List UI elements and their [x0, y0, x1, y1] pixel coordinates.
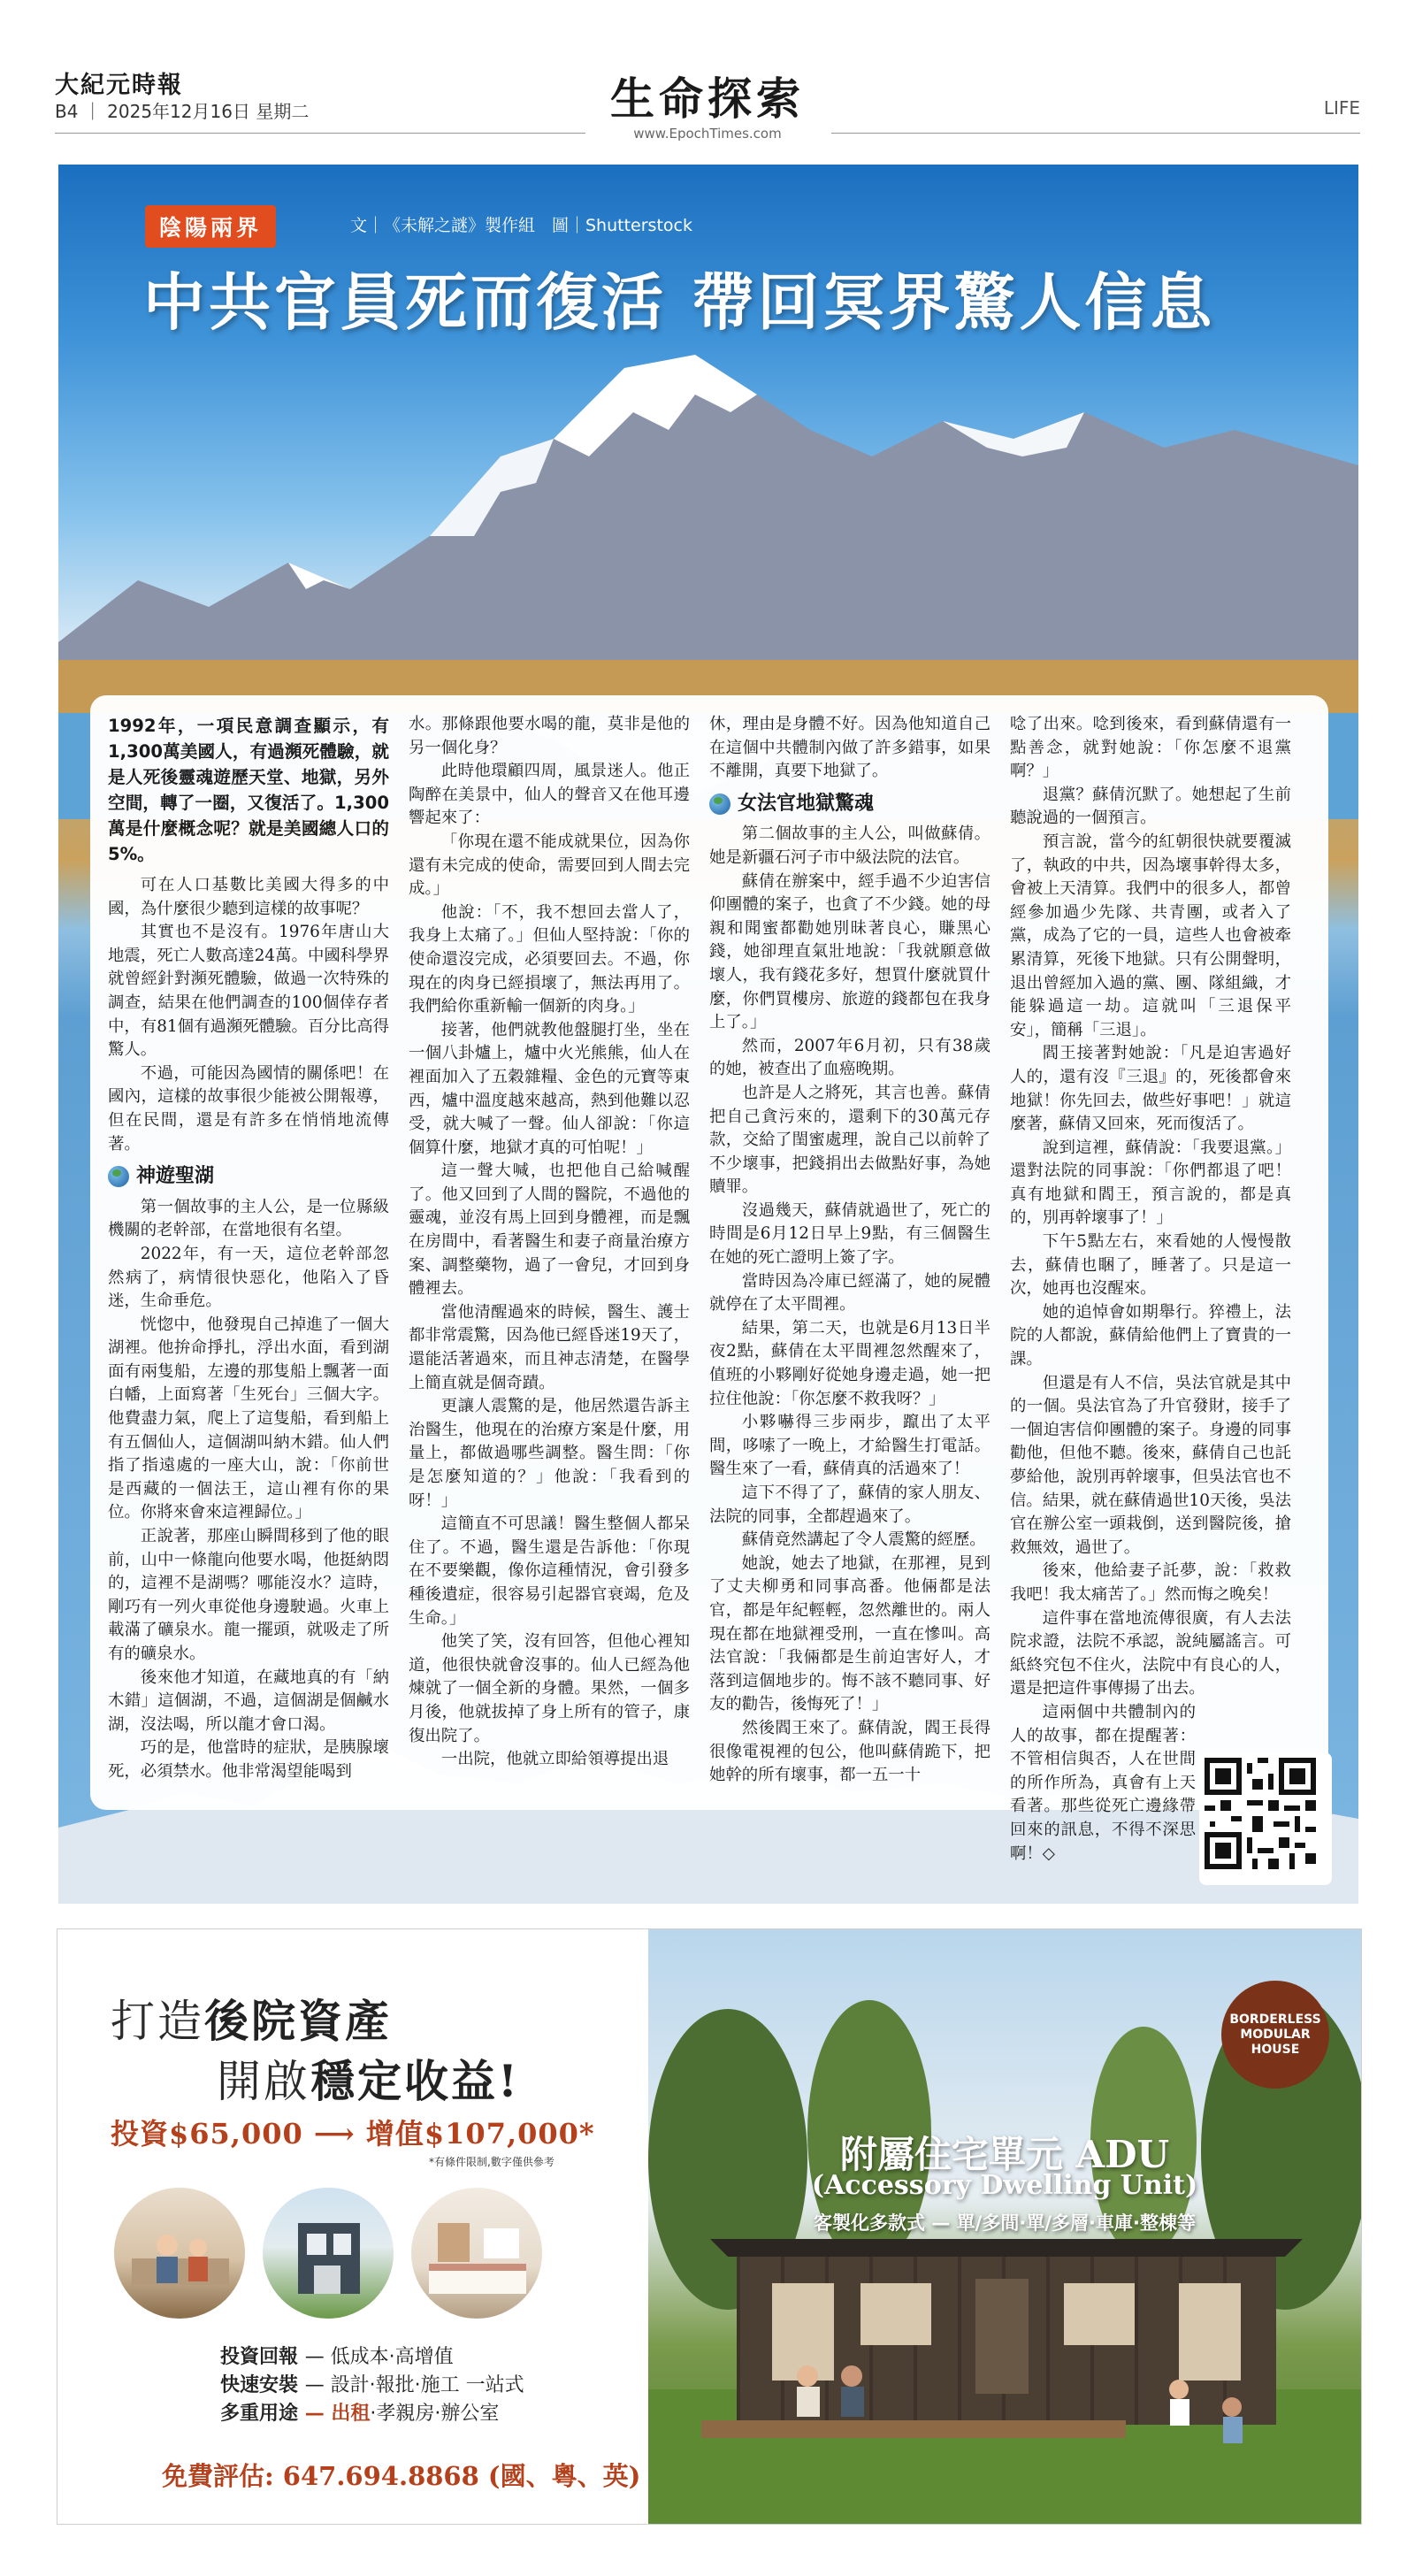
subheading-text: 女法官地獄驚魂: [738, 792, 875, 815]
paragraph: 小夥嚇得三步兩步，躥出了太平間，哆嗦了一晚上，才給醫生打電話。醫生來了一看，蘇倩真的活過來了！: [709, 1413, 990, 1479]
paragraph: 這件事在當地流傳很廣，有人去法院求證，法院不承認，說純屬謠言。可紙終究包不住火，法院中有良心的人，還是把這件事傳揚了出去。: [1010, 1608, 1291, 1698]
paragraph: 後來，他給妻子託夢，說：「救救我吧！我太痛苦了。」然而悔之晚矣！: [1010, 1561, 1291, 1604]
paragraph: 唸了出來。唸到後來，看到蘇倩還有一點善念，就對她說：「你怎麼不退黨啊？」: [1010, 715, 1291, 781]
ad-text-panel: [57, 1929, 648, 2524]
paragraph: 這簡直不可思議！醫生整個人都呆住了。不過，醫生還是告訴他：「你現在不要樂觀，像你這種情況，會引發多種後遺症，很容易引起器官衰竭，危及生命。」: [409, 1514, 690, 1628]
qr-code[interactable]: [1199, 1752, 1332, 1885]
paragraph: 接著，他們就教他盤腿打坐，坐在一個八卦爐上，爐中火光熊熊，仙人在裡面加入了五穀雜糧、金色的元寶等東西，爐中溫度越來越高，熱到他難以忍受，就大喊了一聲。仙人卻說：「你這個算什麼，地獄才真的可怕呢！」: [409, 1020, 690, 1157]
article-column-2: [409, 713, 690, 1772]
ad-image-panel: [648, 1929, 1361, 2524]
paragraph: 第一個故事的主人公，是一位縣級機關的老幹部，在當地很有名望。: [108, 1197, 389, 1240]
page-info: B4 ｜ 2025年12月16日 星期二: [55, 101, 310, 122]
ad-footnote: *有條件限制,數字僅供參考: [429, 2156, 555, 2168]
paragraph: 但還是有人不信，吳法官就是其中的一個。吳法官為了升官發財，接手了一個迫害信仰團體的案子。身邊的同事勸他，但他不聽。後來，蘇倩自己也託夢給他，說別再幹壞事，但吳法官也不信。結果，就在蘇倩過世10天後，吳法官在辦公室一頭栽倒，送到醫院後，搶救無效，過世了。: [1010, 1373, 1291, 1557]
paragraph: 更讓人震驚的是，他居然還告訴主治醫生，他現在的治療方案是什麼，用量上，都做過哪些調整。醫生問：「你是怎麼知道的？」他說：「我看到的呀！」: [409, 1397, 690, 1510]
paragraph: 蘇倩在辦案中，經手過不少迫害信仰團體的案子，也貪了不少錢。她的母親和聞蜜都勸她別昧著良心，賺黑心錢，她卻理直氣壯地說：「我就願意做壞人，我有錢花多好，想買什麼就買什麼，你們買樓房、旅遊的錢都包在我身上了。」: [709, 871, 990, 1032]
advertisement[interactable]: [57, 1928, 1362, 2525]
section-tag: LIFE: [1323, 97, 1360, 119]
globe-icon: [108, 1166, 129, 1187]
header-rule: [55, 133, 585, 134]
badge-line: HOUSE: [1251, 2043, 1300, 2057]
paragraph: 沒過幾天，蘇倩就過世了，死亡的時間是6月12日早上9點，有三個醫生在她的死亡證明上簽了字。: [709, 1200, 990, 1268]
brand-badge: [1221, 1981, 1329, 2089]
paragraph: 她的追悼會如期舉行。猝禮上，法院的人都說，蘇倩給他們上了寶貴的一課。: [1010, 1302, 1291, 1369]
article-credit: 文｜《未解之謎》製作組 圖｜Shutterstock: [350, 216, 692, 235]
paragraph: 然後閻王來了。蘇倩說，閻王長得很像電視裡的包公，他叫蘇倩跪下，把她幹的所有壞事，都一五一十: [709, 1718, 990, 1785]
ad-phone-number[interactable]: 免費評估: 647.694.8868 (國、粵、英): [162, 2461, 641, 2491]
paragraph: 第二個故事的主人公，叫做蘇倩。她是新疆石河子市中級法院的法官。: [709, 824, 990, 867]
paragraph: 預言說，當今的紅朝很快就要覆滅了，執政的中共，因為壞事幹得太多，會被上天清算。我們中的很多人，都曾經參加過少先隊、共青團，或者入了黨，成為了它的一員，這些人也會被牽累清算，死後下地獄。只有公開聲明，退出曾經加入過的黨、團、隊組織，才能躲過這一劫。這就叫「三退保平安」，簡稱「三退」。: [1010, 832, 1291, 1039]
article-hero: [58, 165, 1358, 1904]
article-tag: 陰陽兩界: [145, 205, 276, 248]
ad-headline-line2: 開啟穩定收益!: [217, 2055, 520, 2107]
ad-photo-living-room: [114, 2188, 245, 2319]
house-exterior-image: [263, 2188, 394, 2319]
ad-feature-item: 快速安裝 — 設計·報批·施工 一站式: [220, 2374, 524, 2396]
paragraph: 一出院，他就立即給領導提出退: [440, 1750, 669, 1769]
ad-headline-line1: 打造後院資產: [111, 1995, 392, 2047]
paragraph: 也許是人之將死，其言也善。蘇倩把自己貪污來的，還剩下的30萬元存款，交給了閨蜜處理，說自己以前幹了不少壞事，把錢捐出去做點好事，為她贖罪。: [709, 1083, 990, 1197]
paragraph: 她說，她去了地獄，在那裡，見到了丈夫柳勇和同事高番。他倆都是法官，都是年紀輕輕，忽然離世的。兩人現在都在地獄裡受刑，一直在慘叫。高法官說：「我倆都是生前迫害好人，才落到這個地步的。悔不該不聽同事、好友的勸告，後悔死了！」: [709, 1553, 990, 1714]
paragraph: 可在人口基數比美國大得多的中國，為什麼很少聽到這樣的故事呢？: [108, 876, 389, 918]
paragraph: 當時因為冷庫已經滿了，她的屍體就停在了太平間裡。: [709, 1271, 990, 1315]
paragraph: 退黨？蘇倩沉默了。她想起了生前聽說過的一個預言。: [1010, 785, 1291, 828]
paragraph: 後來他才知道，在藏地真的有「納木錯」這個湖，不過，這個湖是個鹹水湖，沒法喝，所以龍才會口渴。: [108, 1668, 389, 1734]
article-column-3: [709, 713, 990, 1788]
subheading: [108, 1165, 389, 1189]
living-room-image: [114, 2188, 245, 2319]
ad-feature-item: 投資回報 — 低成本·高增值: [220, 2346, 454, 2368]
paragraph: 他說：「不，我不想回去當人了，我身上太痛了。」但仙人堅持說：「你的使命還沒完成，必須要回去。不過，你現在的肉身已經損壞了，無法再用了。我們給你重新輸一個新的肉身。」: [409, 902, 690, 1016]
paragraph: 正說著，那座山瞬間移到了他的眼前，山中一條龍向他要水喝，他挺納悶的，這裡不是湖嗎？哪能沒水？這時，剛巧有一列火車從他身邊駛過。火車上載滿了礦泉水。龍一擺頭，就吸走了所有的礦泉水。: [108, 1527, 389, 1663]
masthead: 大紀元時報: [55, 72, 183, 99]
adu-features: 客製化多款式 — 單/多間·單/多層·車庫·整棟等: [814, 2212, 1196, 2234]
bedroom-image: [411, 2188, 542, 2319]
ad-photo-exterior: [263, 2188, 394, 2319]
header-rule: [831, 133, 1360, 134]
subheading: [709, 793, 990, 816]
adu-title: 附屬住宅單元 ADU: [839, 2133, 1170, 2176]
paragraph: 休，理由是身體不好。因為他知道自己在這個中共體制內做了許多錯事，如果不離開，真要下地獄了。: [709, 715, 990, 781]
ad-feature-list: [220, 2343, 524, 2428]
paragraph: 這一聲大喊，也把他自己給喊醒了。他又回到了人間的醫院，不過他的靈魂，並沒有馬上回到身體裡，而是飄在房間中，看著醫生和妻子商量治療方案、調整藥物，過了一會兒，才回到身體裡去。: [409, 1162, 690, 1299]
paragraph: 說到這裡，蘇倩說：「我要退黨。」還對法院的同事說：「你們都退了吧！真有地獄和閻王，預言說的，都是真的，別再幹壞事了！」: [1010, 1138, 1291, 1228]
article-column-4: [1010, 713, 1291, 1866]
paragraph: 此時他環顧四周，風景迷人。他正陶醉在美景中，仙人的聲音又在他耳邊響起來了：: [409, 762, 690, 828]
subheading-text: 神遊聖湖: [136, 1165, 215, 1188]
paragraph: 2022年，有一天，這位老幹部忽然病了，病情很快惡化，他陷入了昏迷，生命垂危。: [108, 1244, 389, 1311]
qr-code-icon: [1205, 1758, 1316, 1869]
ad-investment-figure: 投資$65,000 ⟶ 增值$107,000*: [111, 2117, 595, 2150]
ad-photo-bedroom: [411, 2188, 542, 2319]
paragraph: 蘇倩竟然講起了令人震驚的經歷。: [741, 1530, 986, 1550]
paragraph: 這兩個中共體制內的人的故事，都在提醒著：不管相信與否，人在世間的所作所為，真會有上天看著。那些從死亡邊緣帶回來的訊息，不得不深思啊！◇: [1010, 1702, 1196, 1863]
badge-line: MODULAR: [1240, 2028, 1311, 2042]
paragraph: 恍惚中，他發現自己掉進了一個大湖裡。他拚命掙扎，浮出水面，看到湖面有兩隻船，左邊的那隻船上飄著一面白幡，上面寫著「生死台」三個大字。他費盡力氣，爬上了這隻船，看到船上有五個仙人，這個湖叫納木錯。仙人們指了指遠處的一座大山，說：「你前世是西藏的一個法王，這山裡有你的果位。你將來會來這裡歸位。」: [108, 1315, 389, 1522]
article-column-1: [108, 713, 389, 1784]
paragraph: 這下不得了了，蘇倩的家人朋友、法院的同事，全都趕過來了。: [709, 1484, 990, 1526]
adu-subtitle: (Accessory Dwelling Unit): [811, 2170, 1198, 2201]
ad-feature-item: 多重用途 — 出租·孝親房·辦公室: [220, 2403, 500, 2425]
paragraph: 巧的是，他當時的症狀，是胰腺壞死，必須禁水。他非常渴望能喝到: [108, 1738, 389, 1781]
paragraph: 下午5點左右，來看她的人慢慢散去，蘇倩也睏了，睡著了。只是這一次，她再也沒醒來。: [1010, 1232, 1291, 1299]
paragraph: 其實也不是沒有。1976年唐山大地震，死亡人數高達24萬。中國科學界就曾經針對瀕死體驗，做過一次特殊的調查，結果在他們調查的100個倖存者中，有81個有過瀕死體驗。百分比高得驚人。: [108, 923, 389, 1060]
article-lead: 1992年，一項民意調查顯示，有1,300萬美國人，有過瀕死體驗，就是人死後靈魂遊歷天堂、地獄，另外空間，轉了一圈，又復活了。1,300萬是什麼概念呢？就是美國總人口的5%。: [108, 716, 389, 864]
section-title: 生命探索: [610, 73, 805, 125]
paragraph: 當他清醒過來的時候，醫生、護士都非常震驚，因為他已經昏迷19天了，還能活著過來，而且神志清楚，在醫學上簡直就是個奇蹟。: [409, 1302, 690, 1392]
paragraph: 水。那條跟他要水喝的龍，莫非是他的另一個化身？: [409, 715, 690, 757]
paragraph: 結果，第二天，也就是6月13日半夜2點，蘇倩在太平間裡忽然醒來了，值班的小夥剛好從她身邊走過，她一把拉住他說：「你怎麼不救我呀？」: [709, 1318, 990, 1408]
paragraph: 「你現在還不能成就果位，因為你還有未完成的使命，需要回到人間去完成。」: [409, 832, 690, 899]
section-url[interactable]: www.EpochTimes.com: [633, 126, 782, 142]
paragraph: 他笑了笑，沒有回答，但他心裡知道，他很快就會沒事的。仙人已經為他煉就了一個全新的身體。果然，一個多月後，他就拔掉了身上所有的管子，康復出院了。: [409, 1632, 690, 1745]
article-headline: 中共官員死而復活 帶回冥界驚人信息: [143, 266, 1216, 339]
badge-line: BORDERLESS: [1229, 2012, 1321, 2027]
paragraph: 閻王接著對她說：「凡是迫害過好人的，還有沒『三退』的，死後都會來地獄！你先回去，做些好事吧！」就這麼著，蘇倩又回來，死而復活了。: [1010, 1044, 1291, 1134]
paragraph: 不過，可能因為國情的關係吧！在國內，這樣的故事很少能被公開報導，但在民間，還是有許多在悄悄地流傳著。: [108, 1063, 389, 1154]
globe-icon: [709, 794, 730, 815]
paragraph: 然而，2007年6月初，只有38歲的她，被查出了血癌晚期。: [709, 1036, 990, 1079]
